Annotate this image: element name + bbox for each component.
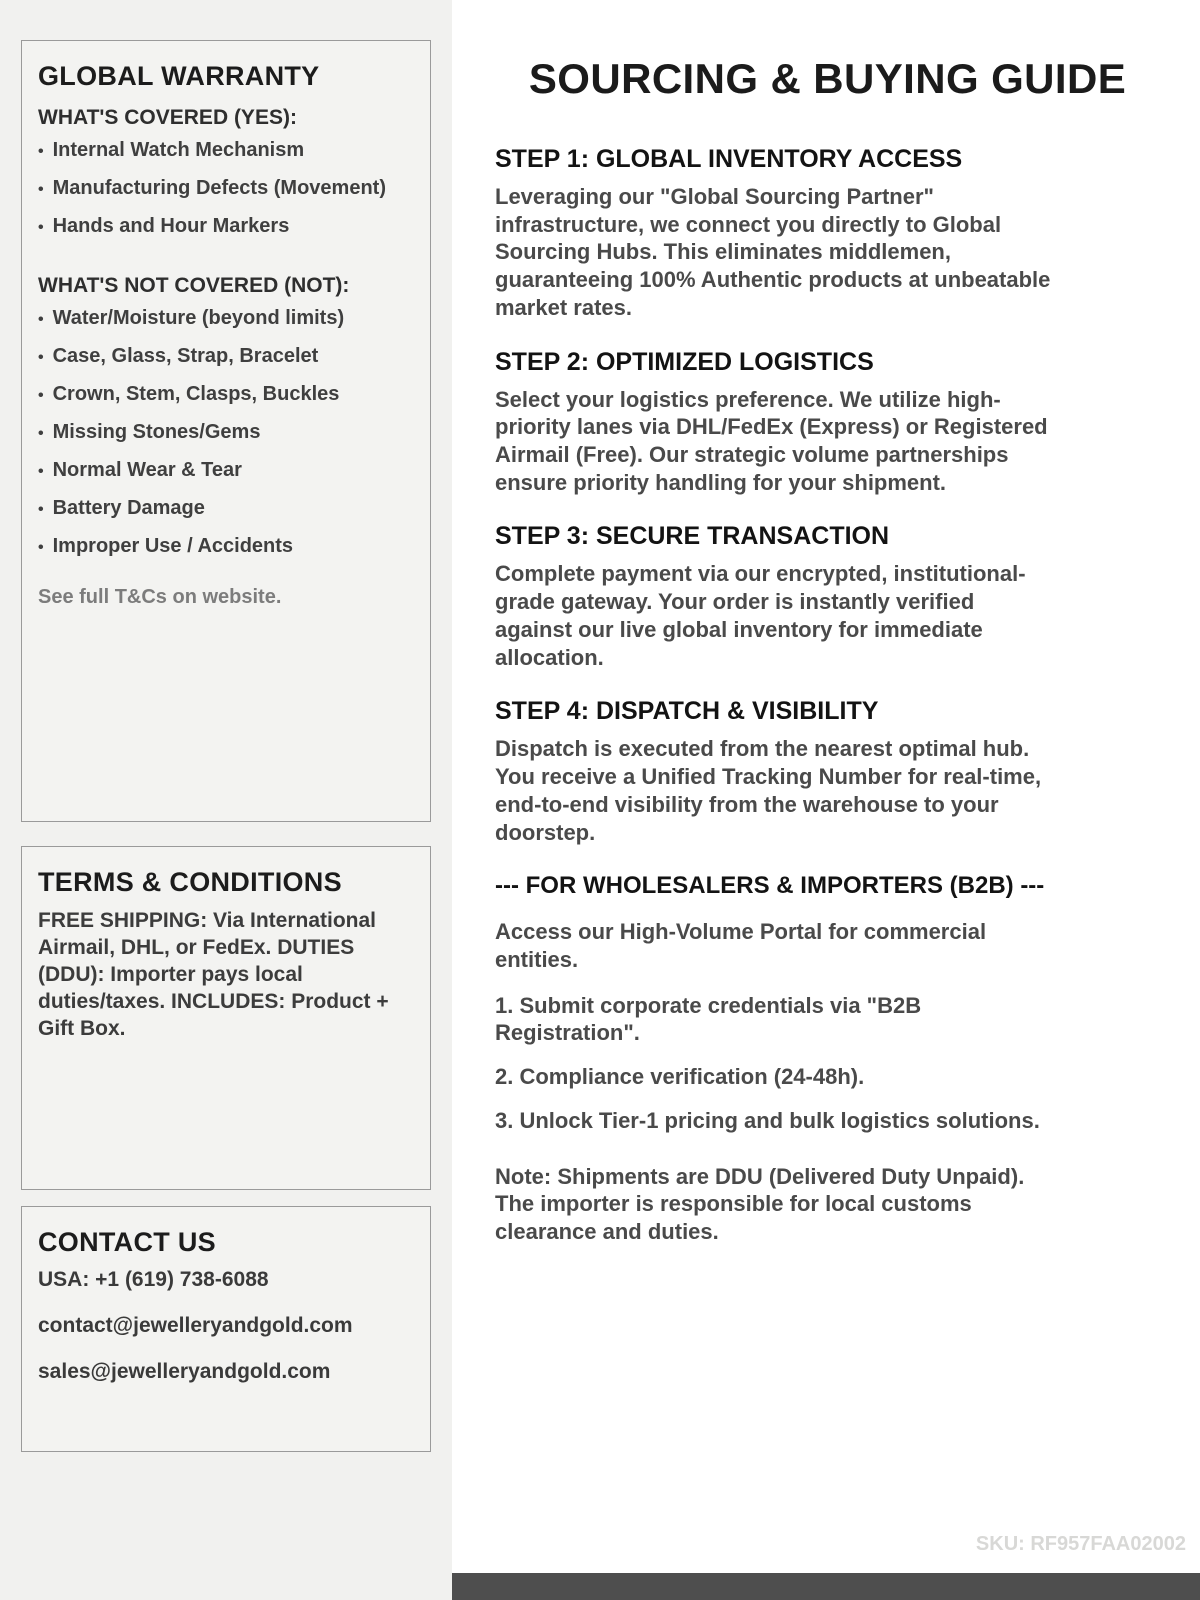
b2b-item-2: 2. Compliance verification (24-48h). — [495, 1064, 865, 1090]
warranty-not-covered-list — [38, 306, 414, 558]
b2b-item-1: 1. Submit corporate credentials via "B2B Registration". — [495, 992, 922, 1046]
b2b-note: Note: Shipments are DDU (Delivered Duty Unpaid). The importer is responsible for local customs clearance and duties. — [495, 1163, 1025, 1244]
step-3-body: Complete payment via our encrypted, institutional-grade gateway. Your order is instantly verified against our live global inventory for immediate allocation. — [495, 561, 1026, 670]
warranty-covered-heading: WHAT'S COVERED (YES): — [38, 106, 297, 129]
contact-email-sales: sales@jewelleryandgold.com — [38, 1360, 331, 1383]
b2b-item-3: 3. Unlock Tier-1 pricing and bulk logistics solutions. — [495, 1107, 1040, 1133]
step-3 — [495, 522, 1055, 671]
step-2-body: Select your logistics preference. We utilize high-priority lanes via DHL/FedEx (Express) or Registered Airmail (Free). Our strategic volume partnerships ensure priority handling for your shipment. — [495, 386, 1048, 495]
contact-panel — [21, 1206, 431, 1452]
step-2 — [495, 348, 1055, 497]
terms-body: FREE SHIPPING: Via International Airmail, DHL, or FedEx. DUTIES (DDU): Importer pays local duties/taxes. INCLUDES: Product + Gift Box. — [38, 909, 389, 1040]
main-content — [452, 0, 1200, 1600]
warranty-covered-item: • Internal Watch Mechanism — [38, 138, 414, 162]
warranty-covered-list — [38, 138, 414, 238]
step-4 — [495, 697, 1055, 846]
terms-title: TERMS & CONDITIONS — [38, 867, 342, 897]
step-1-heading: STEP 1: GLOBAL INVENTORY ACCESS — [495, 145, 963, 173]
warranty-not-covered-item: • Case, Glass, Strap, Bracelet — [38, 344, 414, 368]
warranty-not-covered-item: • Missing Stones/Gems — [38, 420, 414, 444]
warranty-not-covered-item: • Normal Wear & Tear — [38, 458, 414, 482]
step-2-heading: STEP 2: OPTIMIZED LOGISTICS — [495, 347, 874, 376]
step-4-body: Dispatch is executed from the nearest optimal hub. You receive a Unified Tracking Number for real-time, end-to-end visibility from the warehouse to your doorstep. — [495, 736, 1042, 845]
warranty-footnote: See full T&Cs on website. — [38, 586, 282, 608]
warranty-not-covered-item: • Crown, Stem, Clasps, Buckles — [38, 382, 414, 406]
sku-label: SKU: RF957FAA02002 — [975, 1533, 1186, 1555]
step-4-heading: STEP 4: DISPATCH & VISIBILITY — [495, 697, 879, 726]
warranty-not-covered-item: • Battery Damage — [38, 496, 414, 520]
sidebar — [0, 0, 452, 1600]
warranty-not-covered-item: • Improper Use / Accidents — [38, 534, 414, 558]
warranty-covered-item: • Hands and Hour Markers — [38, 214, 414, 238]
b2b-heading: --- FOR WHOLESALERS & IMPORTERS (B2B) --- — [495, 872, 1045, 900]
step-1-body: Leveraging our "Global Sourcing Partner" infrastructure, we connect you directly to Global Sourcing Hubs. This eliminates middlemen, guaranteeing 100% Authentic products at unbeatable market rates. — [495, 184, 1051, 320]
contact-email-primary: contact@jewelleryandgold.com — [38, 1314, 353, 1337]
terms-panel — [21, 846, 431, 1190]
warranty-not-covered-item: • Water/Moisture (beyond limits) — [38, 306, 414, 330]
step-3-heading: STEP 3: SECURE TRANSACTION — [495, 522, 890, 551]
page-title: SOURCING & BUYING GUIDE — [528, 55, 1127, 102]
warranty-panel — [21, 40, 431, 822]
footer-bar — [452, 1573, 1200, 1600]
b2b-intro: Access our High-Volume Portal for commercial entities. — [495, 919, 987, 972]
warranty-title: GLOBAL WARRANTY — [38, 61, 320, 91]
contact-title: CONTACT US — [38, 1227, 216, 1257]
warranty-not-covered-heading: WHAT'S NOT COVERED (NOT): — [38, 274, 350, 297]
warranty-covered-item: • Manufacturing Defects (Movement) — [38, 176, 414, 200]
step-1 — [495, 145, 1055, 322]
contact-phone: USA: +1 (619) 738-6088 — [38, 1268, 269, 1291]
